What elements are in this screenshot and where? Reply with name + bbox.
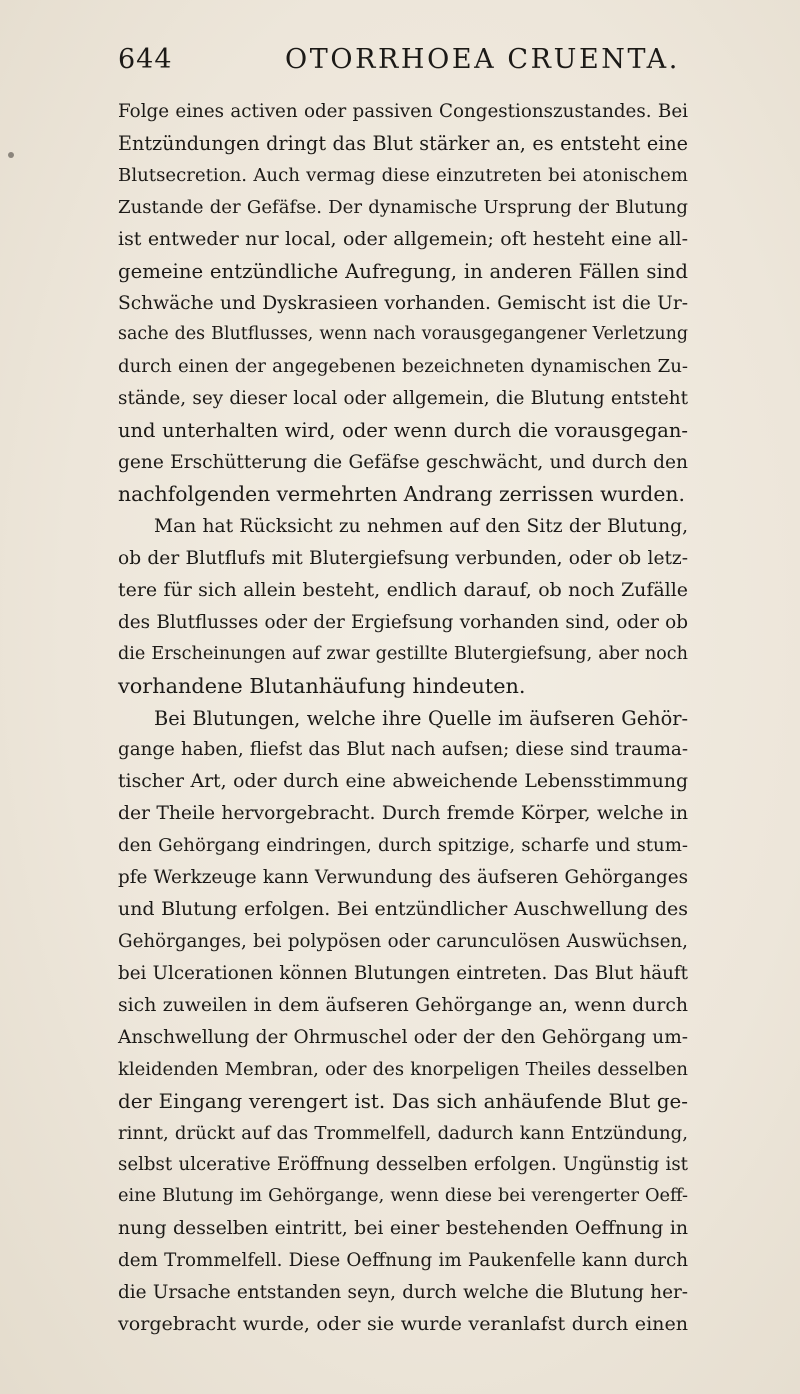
text-line: stände, sey dieser local oder allgemein, die Blutung entsteht (118, 388, 688, 410)
text-line: Man hat Rücksicht zu nehmen auf den Sitz der Blutung, (154, 515, 688, 537)
text-line: tischer Art, oder durch eine abweichende Lebensstimmung (118, 771, 688, 793)
text-line: den Gehörgang eindringen, durch spitzige, scharfe und stum- (118, 835, 688, 857)
text-line: Blutsecretion. Auch vermag diese einzutreten bei atonischem (118, 164, 688, 186)
text-line: tere für sich allein besteht, endlich darauf, ob noch Zufälle (118, 578, 688, 601)
text-line: gange haben, fliefst das Blut nach aufsen; diese sind trauma- (118, 739, 688, 761)
text-line: kleidenden Membran, oder des knorpeligen Theiles desselben (118, 1058, 688, 1080)
text-line: und Blutung erfolgen. Bei entzündlicher Auschwellung des (118, 898, 688, 921)
running-title: OTORRHOEA CRUENTA. (285, 44, 680, 75)
text-line: sache des Blutflusses, wenn nach vorausgegangener Verletzung (118, 324, 688, 345)
text-line: dem Trommelfell. Diese Oeffnung im Paukenfelle kann durch (118, 1250, 688, 1272)
text-line: gemeine entzündliche Aufregung, in anderen Fällen sind (118, 259, 688, 283)
text-line: Anschwellung der Ohrmuschel oder der den Gehörgang um- (118, 1026, 688, 1048)
text-line: ob der Blutflufs mit Blutergiefsung verbunden, oder ob letz- (118, 547, 688, 569)
text-line: Bei Blutungen, welche ihre Quelle im äufseren Gehör- (154, 706, 688, 730)
text-line: vorhandene Blutanhäufung hindeuten. (118, 673, 526, 698)
text-line: sich zuweilen in dem äufseren Gehörgange an, wenn durch (118, 994, 688, 1016)
text-line: Folge eines activen oder passiven Congestionszustandes. Bei (118, 101, 688, 122)
text-line: ist entweder nur local, oder allgemein; oft hesteht eine all- (118, 227, 688, 250)
page-header (118, 44, 688, 84)
body-text (118, 96, 688, 1341)
text-line: pfe Werkzeuge kann Verwundung des äufseren Gehörganges (118, 867, 688, 889)
text-line: eine Blutung im Gehörgange, wenn diese bei verengerter Oeff- (118, 1186, 688, 1207)
text-line: gene Erschütterung die Gefäfse geschwächt, und durch den (118, 452, 688, 474)
text-line: Schwäche und Dyskrasieen vorhanden. Gemischt ist die Ur- (118, 292, 688, 314)
text-line: rinnt, drückt auf das Trommelfell, dadurch kann Entzündung, (118, 1122, 688, 1144)
text-line: durch einen der angegebenen bezeichneten dynamischen Zu- (118, 356, 688, 378)
text-line: und unterhalten wird, oder wenn durch die vorausgegan- (118, 419, 688, 443)
page-number: 644 (118, 44, 173, 75)
text-line: bei Ulcerationen können Blutungen eintreten. Das Blut häuft (118, 962, 688, 984)
text-line: vorgebracht wurde, oder sie wurde veranlafst durch einen (118, 1313, 688, 1336)
text-line: Zustande der Gefäfse. Der dynamische Ursprung der Blutung (118, 196, 688, 218)
text-line: die Ursache entstanden seyn, durch welche die Blutung her- (118, 1282, 688, 1304)
text-line: des Blutflusses oder der Ergiefsung vorhanden sind, oder ob (118, 611, 688, 633)
text-line: Gehörganges, bei polypösen oder carunculösen Auswüchsen, (118, 930, 688, 952)
text-line: Entzündungen dringt das Blut stärker an, es entsteht eine (118, 131, 688, 155)
text-line: nachfolgenden vermehrten Andrang zerrissen wurden. (118, 482, 685, 507)
text-line: die Erscheinungen auf zwar gestillte Blutergiefsung, aber noch (118, 643, 688, 664)
text-line: der Eingang verengert ist. Das sich anhäufende Blut ge- (118, 1089, 688, 1113)
paper-speck (8, 152, 14, 158)
text-line: nung desselben eintritt, bei einer bestehenden Oeffnung in (118, 1217, 688, 1240)
text-line: selbst ulcerative Eröffnung desselben erfolgen. Ungünstig ist (118, 1154, 688, 1176)
text-line: der Theile hervorgebracht. Durch fremde Körper, welche in (118, 803, 688, 825)
